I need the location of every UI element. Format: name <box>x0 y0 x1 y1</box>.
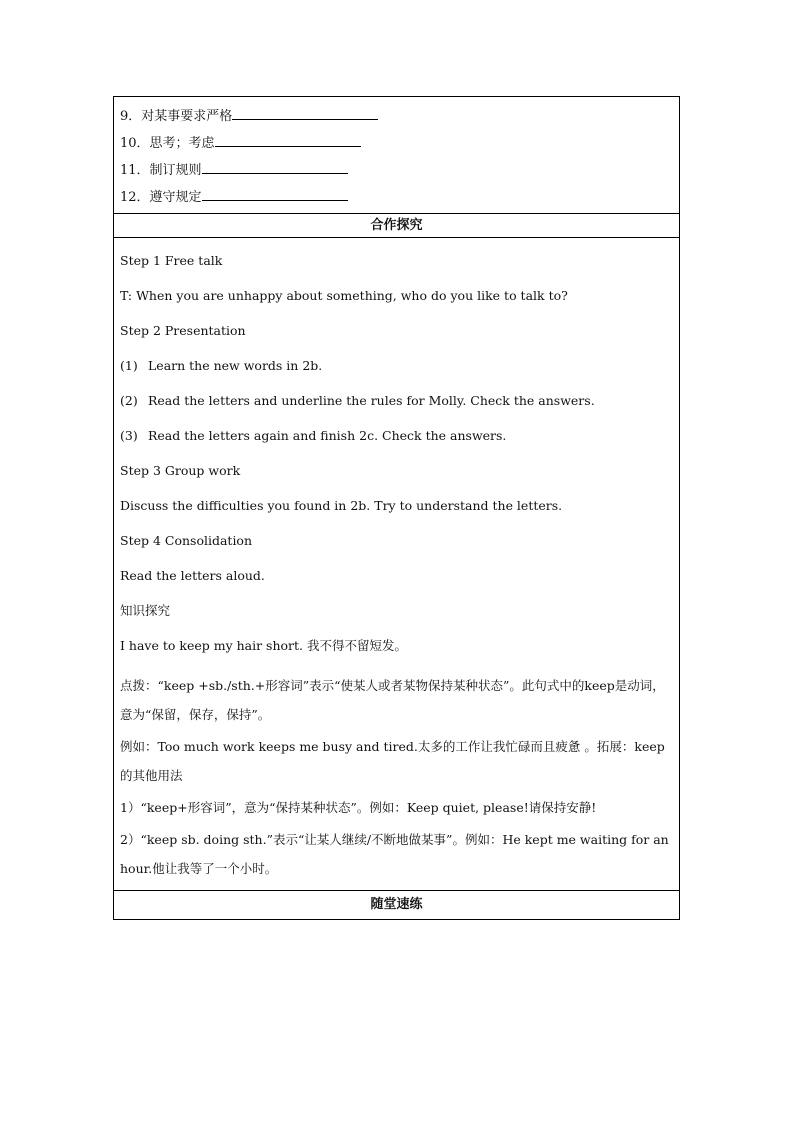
vocab-label: 11．制订规则 <box>120 163 202 178</box>
step-1-heading: Step 1 Free talk <box>120 253 223 268</box>
presentation-item-3 <box>120 426 673 446</box>
vocab-item-10 <box>120 130 673 157</box>
discuss-instruction: Discuss the difficulties you found in 2b. Try to understand the letters. <box>120 498 563 513</box>
item-text: Learn the new words in 2b. <box>148 358 323 373</box>
item-number: (3) <box>120 428 138 443</box>
item-number: (2) <box>120 393 138 408</box>
vocab-label: 10．思考；考虑 <box>120 136 215 151</box>
presentation-item-2 <box>120 391 673 411</box>
answer-blank[interactable] <box>215 132 361 147</box>
item-number: (1) <box>120 358 138 373</box>
vocab-item-9 <box>120 103 673 130</box>
section-title-cooperate: 合作探究 <box>114 214 679 238</box>
section-title-practice: 随堂速练 <box>370 897 423 912</box>
vocab-label: 9．对某事要求严格 <box>120 109 233 124</box>
knowledge-title: 知识探究 <box>120 603 171 618</box>
presentation-item-1 <box>120 356 673 376</box>
answer-blank[interactable] <box>202 186 348 201</box>
knowledge-tip: 点拨：“keep +sb./sth.+形容词”表示“使某人或者某物保持某种状态”。此句式中的keep是动词，意为“保留，保存，保持”。 <box>120 678 665 722</box>
item-text: Read the letters again and finish 2c. Check the answers. <box>148 428 507 443</box>
step-2-heading: Step 2 Presentation <box>120 323 246 338</box>
vocab-label: 12．遵守规定 <box>120 190 202 205</box>
cooperate-content <box>114 238 679 891</box>
step-3-heading: Step 3 Group work <box>120 463 241 478</box>
vocab-section <box>114 97 679 214</box>
knowledge-usage-1: 1）“keep+形容词”，意为“保持某种状态”。例如：Keep quiet, please!请保持安静! <box>120 800 597 815</box>
read-aloud-instruction: Read the letters aloud. <box>120 568 265 583</box>
step-4-heading: Step 4 Consolidation <box>120 533 253 548</box>
item-text: Read the letters and underline the rules for Molly. Check the answers. <box>148 393 595 408</box>
worksheet-table <box>113 96 680 920</box>
answer-blank[interactable] <box>232 105 378 120</box>
knowledge-example-sentence: I have to keep my hair short. 我不得不留短发。 <box>120 638 407 653</box>
teacher-question: T: When you are unhappy about something, who do you like to talk to? <box>120 288 568 303</box>
vocab-item-11 <box>120 157 673 184</box>
knowledge-usage-2: 2）“keep sb. doing sth.”表示“让某人继续/不断地做某事”。例如：He kept me waiting for an hour.他让我等了一个小时。 <box>120 832 669 876</box>
answer-blank[interactable] <box>202 159 348 174</box>
knowledge-example: 例如：Too much work keeps me busy and tired.太多的工作让我忙碌而且疲惫 。拓展：keep的其他用法 <box>120 739 665 783</box>
vocab-item-12 <box>120 184 673 211</box>
